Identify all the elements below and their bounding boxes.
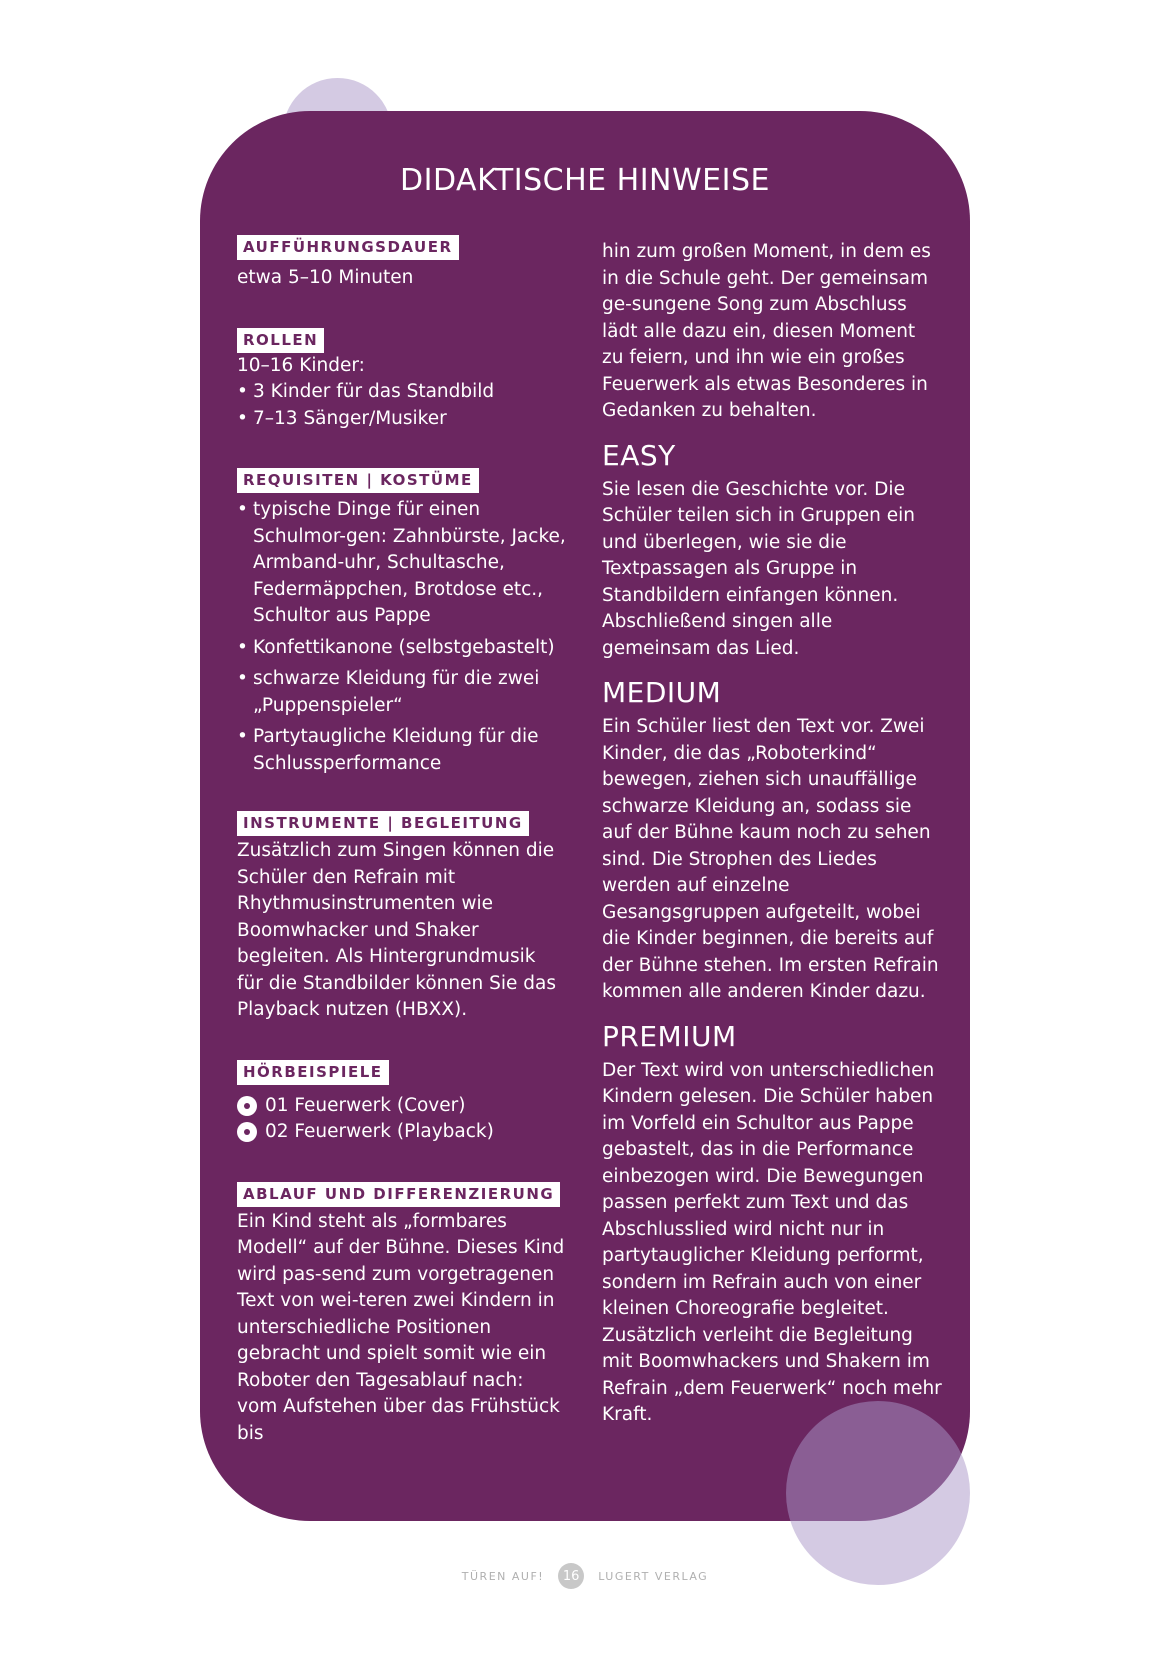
easy-heading: EASY [602, 438, 676, 472]
medium-text: Ein Schüler liest den Text vor. Zwei Kinder, die das „Roboterkind“ bewegen, ziehen sich unauffällige schwarze Kleidung an, sodass sie auf der Bühne kaum noch zu sehen sind. Die Strophen des Liedes werden auf einzelne Gesangsgruppen aufgeteilt, wobei die Kinder beginnen, die bereits auf der Bühne stehen. Im ersten Refrain kommen alle anderen Kinder dazu. [602, 716, 939, 1002]
section-label: ABLAUF UND DIFFERENZIERUNG [237, 1182, 560, 1207]
decorative-circle-bottom [786, 1401, 970, 1585]
section-ablauf [237, 1182, 567, 1448]
right-column [602, 239, 942, 1429]
list-item: • Konfettikanone (selbstgebastelt) [237, 635, 567, 662]
section-requisiten [237, 468, 567, 777]
page-footer [0, 1561, 1170, 1591]
section-label: ROLLEN [237, 328, 324, 353]
medium-heading: MEDIUM [602, 676, 722, 709]
premium-text: Der Text wird von unterschiedlichen Kindern gelesen. Die Schüler haben im Vorfeld ein Schultor aus Pappe gebastelt, das in die Performance einbezogen wird. Die Bewegungen passen perfekt zum Text und das Abschlusslied wird nicht nur in partytauglicher Kleidung performt, sondern im Refrain auch von einer kleinen Choreografie begleitet. Zusätzlich verleiht die Begleitung mit Boomwhackers und Shakern im Refrain „dem Feuerwerk“ noch mehr Kraft. [602, 1059, 942, 1425]
easy-text: Sie lesen die Geschichte vor. Die Schüler teilen sich in Gruppen ein und überlegen, wie sie die Textpassagen als Gruppe in Standbildern einfangen können. Abschließend singen alle gemeinsam das Lied. [602, 478, 915, 659]
section-label: HÖRBEISPIELE [237, 1060, 389, 1085]
page-title: DIDAKTISCHE HINWEISE [400, 163, 770, 198]
section-hoerbeispiele [237, 1060, 567, 1146]
list-item: • typische Dinge für einen Schulmor-gen: Zahnbürste, Jacke, Armband-uhr, Schultasche, Federmäppchen, Brotdose etc., Schultor aus Pappe [237, 497, 567, 630]
tracks-list [237, 1093, 567, 1146]
list-item: • 7–13 Sänger/Musiker [237, 406, 567, 433]
instruments-text: Zusätzlich zum Singen können die Schüler den Refrain mit Rhythmusinstrumenten wie Boomwhacker und Shaker begleiten. Als Hintergrundmusik für die Standbilder können Sie das Playback nutzen (HBXX). [237, 840, 556, 1020]
list-item: • 3 Kinder für das Standbild [237, 379, 567, 406]
ablauf-text-right: hin zum großen Moment, in dem es in die Schule geht. Der gemeinsam ge-sungene Song zum Abschluss lädt alle dazu ein, diesen Moment zu feiern, und ihn wie ein großes Feuerwerk als etwas Besonderes in Gedanken zu behalten. [602, 241, 931, 421]
props-list [237, 497, 567, 777]
section-rollen [237, 328, 567, 433]
track-item[interactable] [237, 1119, 567, 1146]
roles-intro: 10–16 Kinder: [237, 354, 365, 376]
track-title: 01 Feuerwerk (Cover) [265, 1094, 466, 1116]
didactic-card [200, 111, 970, 1521]
footer-publisher: LUGERT VERLAG [598, 1569, 709, 1583]
duration-text: etwa 5–10 Minuten [237, 267, 414, 288]
list-item: • Partytaugliche Kleidung für die Schlussperformance [237, 724, 567, 777]
cd-icon [237, 1122, 257, 1142]
premium-heading: PREMIUM [602, 1019, 737, 1053]
track-item[interactable] [237, 1093, 567, 1120]
list-item: • schwarze Kleidung für die zwei „Puppenspieler“ [237, 666, 567, 719]
page-number: 16 [558, 1563, 584, 1589]
cd-icon [237, 1096, 257, 1116]
track-title: 02 Feuerwerk (Playback) [265, 1121, 494, 1142]
roles-list [237, 379, 567, 432]
left-column [237, 235, 567, 1447]
ablauf-text-left: Ein Kind steht als „formbares Modell“ auf der Bühne. Dieses Kind wird pas-send zum vorgetragenen Text von wei-teren zwei Kindern in unterschiedliche Positionen gebracht und spielt somit wie ein Roboter den Tagesablauf nach: vom Aufstehen über das Frühstück bis [237, 1210, 565, 1444]
footer-series: TÜREN AUF! [461, 1569, 545, 1583]
section-auffuehrungsdauer [237, 235, 567, 292]
section-label: REQUISITEN | KOSTÜME [237, 468, 479, 493]
section-label: AUFFÜHRUNGSDAUER [237, 235, 459, 260]
section-instrumente [237, 811, 567, 1024]
section-label: INSTRUMENTE | BEGLEITUNG [237, 811, 529, 836]
